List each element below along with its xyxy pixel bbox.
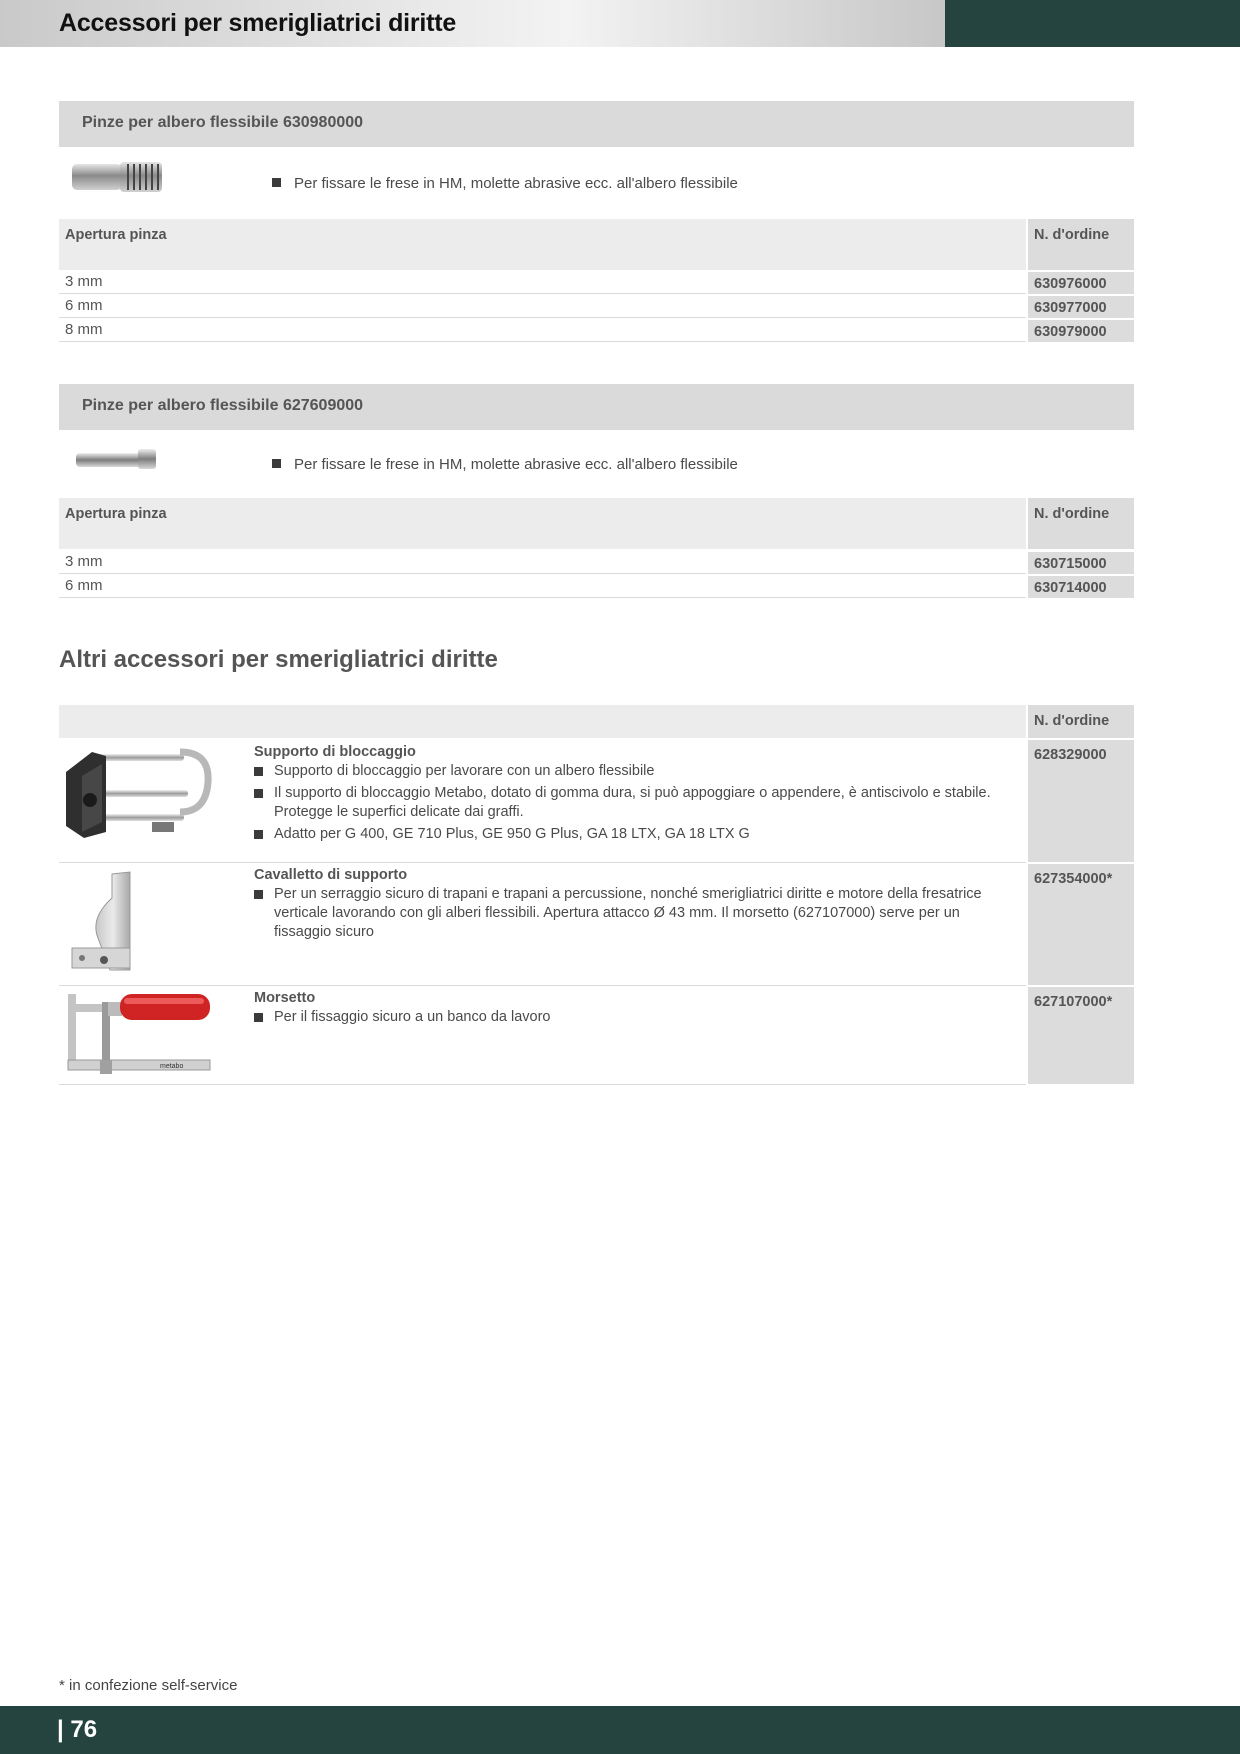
screw-clamp-image: [64, 988, 214, 1078]
page-number: | 76: [57, 1716, 98, 1743]
accessory-bullet-list: [254, 1008, 1004, 1027]
page-title: Accessori per smerigliatrici diritte: [59, 9, 457, 37]
table-row-opening: 3 mm: [59, 550, 1026, 574]
table-row-opening: 6 mm: [59, 574, 1026, 598]
table-row-order: 630979000: [1028, 320, 1134, 342]
collet-image: [70, 158, 166, 196]
footnote: * in confezione self-service: [59, 1677, 238, 1694]
accessory-bullet-list: [254, 762, 1004, 844]
table-row-opening: 6 mm: [59, 294, 1026, 318]
section-bullet: Per fissare le frese in HM, molette abrasive ecc. all'albero flessibile: [272, 175, 738, 192]
support-stand-image: [68, 868, 148, 972]
footer-bar: [0, 1706, 1240, 1754]
bullet-square-icon: [272, 178, 281, 187]
list-item: Supporto di bloccaggio per lavorare con un albero flessibile: [254, 762, 1004, 781]
accessory-name: Cavalletto di supporto: [254, 867, 408, 883]
table-row-order: 630977000: [1028, 296, 1134, 318]
list-item: Per il fissaggio sicuro a un banco da lavoro: [254, 1008, 1004, 1027]
section-bullet: Per fissare le frese in HM, molette abrasive ecc. all'albero flessibile: [272, 456, 738, 473]
clamp-brand-label: metabo: [160, 1063, 184, 1070]
section-title-630980000: Pinze per albero flessibile 630980000: [59, 101, 1134, 147]
accessory-name: Morsetto: [254, 990, 316, 1006]
collet-image: [74, 444, 158, 474]
table-row-order: 630715000: [1028, 552, 1134, 574]
column-header-order: N. d'ordine: [1028, 705, 1134, 738]
list-item: Il supporto di bloccaggio Metabo, dotato di gomma dura, si può appoggiare o appendere, è antiscivolo e stabile. Protegge le superfici delicate dai graffi.: [254, 784, 1004, 822]
header-accent-bar: [945, 0, 1240, 47]
section-title-627609000: Pinze per albero flessibile 627609000: [59, 384, 1134, 430]
column-header-order: N. d'ordine: [1028, 219, 1134, 270]
accessory-order: 628329000: [1028, 740, 1134, 862]
accessories-header: [59, 705, 1026, 738]
column-header-order: N. d'ordine: [1028, 498, 1134, 549]
column-header-opening: Apertura pinza: [59, 219, 1026, 270]
table-row-opening: 8 mm: [59, 318, 1026, 342]
table-row-order: 630976000: [1028, 272, 1134, 294]
clamping-support-image: [62, 742, 212, 842]
column-header-opening: Apertura pinza: [59, 498, 1026, 549]
table-row-opening: 3 mm: [59, 270, 1026, 294]
list-item: Adatto per G 400, GE 710 Plus, GE 950 G Plus, GA 18 LTX, GA 18 LTX G: [254, 825, 1004, 844]
list-item: Per un serraggio sicuro di trapani e trapani a percussione, nonché smerigliatrici diritte e motore della fresatrice verticale lavorando con gli alberi flessibili. Apertura attacco Ø 43 mm. Il morsetto (627107000) serve per un fissaggio sicuro: [254, 885, 1004, 942]
section-subtitle: Altri accessori per smerigliatrici diritte: [59, 646, 498, 673]
accessory-text: [254, 989, 1004, 1030]
bullet-square-icon: [272, 459, 281, 468]
accessory-name: Supporto di bloccaggio: [254, 744, 416, 760]
accessory-order: 627107000*: [1028, 987, 1134, 1084]
accessory-text: [254, 743, 1004, 847]
accessory-bullet-list: [254, 885, 1004, 942]
accessory-text: [254, 866, 1004, 945]
table-row-order: 630714000: [1028, 576, 1134, 598]
accessory-order: 627354000*: [1028, 864, 1134, 985]
